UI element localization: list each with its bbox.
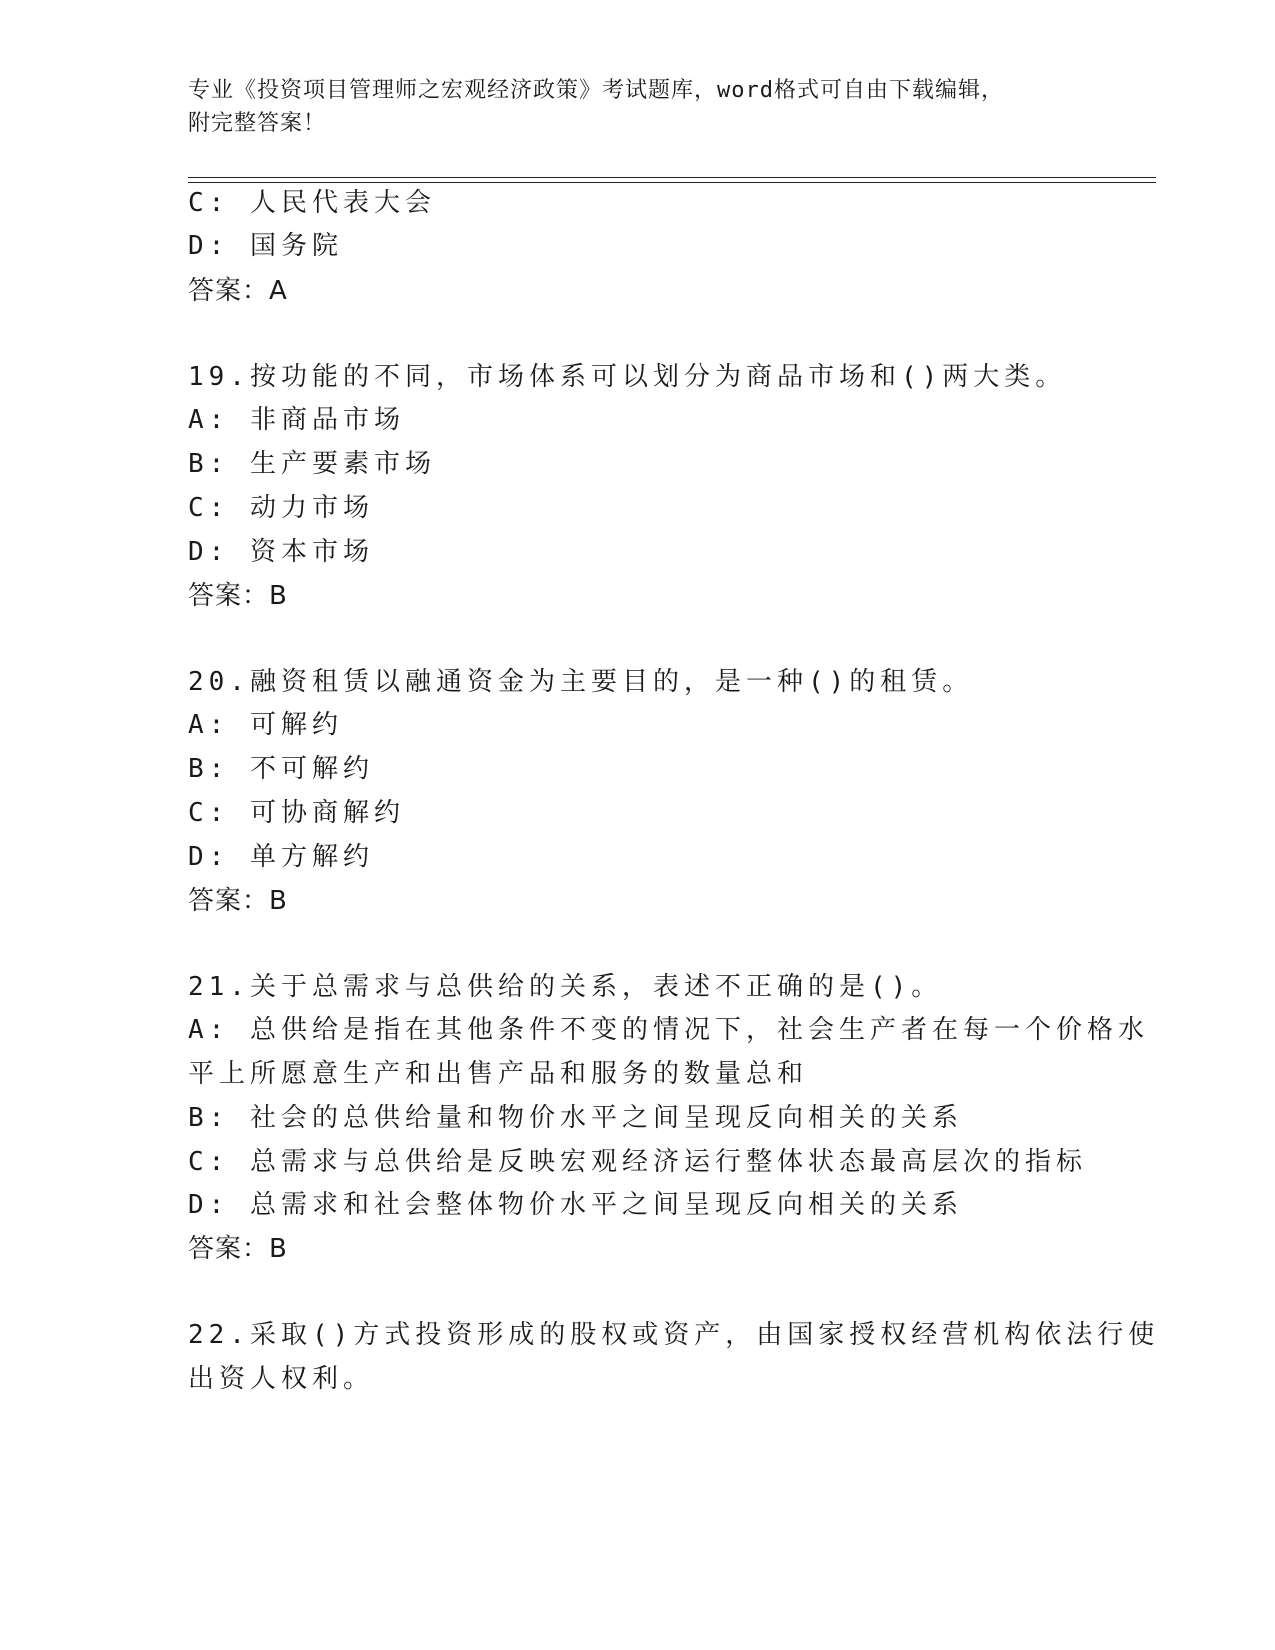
q19-stem: 19.按功能的不同，市场体系可以划分为商品市场和()两大类。 [188, 362, 1067, 392]
q21-option-a-line-2: 平上所愿意生产和出售产品和服务的数量总和 [188, 1059, 809, 1089]
q19-option-a: A: 非商品市场 [188, 405, 405, 435]
q21-option-c: C: 总需求与总供给是反映宏观经济运行整体状态最高层次的指标 [188, 1147, 1087, 1177]
q20-stem: 20.融资租赁以融通资金为主要目的，是一种()的租赁。 [188, 667, 974, 697]
q21-option-d: D: 总需求和社会整体物价水平之间呈现反向相关的关系 [188, 1190, 963, 1220]
q22-stem-line-2: 出资人权利。 [188, 1364, 375, 1394]
header-line-2: 附完整答案！ [188, 111, 327, 136]
q20-answer: 答案：B [188, 886, 288, 916]
q19-option-c: C: 动力市场 [188, 493, 374, 523]
q20-option-b: B: 不可解约 [188, 754, 374, 784]
q18-option-c: C: 人民代表大会 [188, 188, 436, 218]
q19-option-d: D: 资本市场 [188, 537, 374, 567]
q22-stem-line-1: 22.采取()方式投资形成的股权或资产，由国家授权经营机构依法行使 [188, 1320, 1160, 1350]
q19-option-b: B: 生产要素市场 [188, 449, 436, 479]
document-header [188, 74, 1088, 140]
q20-option-c: C: 可协商解约 [188, 798, 405, 828]
q21-option-a-line-1: A: 总供给是指在其他条件不变的情况下，社会生产者在每一个价格水 [188, 1015, 1149, 1045]
header-line-1: 专业《投资项目管理师之宏观经济政策》考试题库，word格式可自由下载编辑， [188, 78, 1004, 103]
q20-option-a: A: 可解约 [188, 710, 343, 740]
q21-option-b: B: 社会的总供给量和物价水平之间呈现反向相关的关系 [188, 1103, 963, 1133]
header-divider-bottom [188, 182, 1156, 183]
q21-stem: 21.关于总需求与总供给的关系，表述不正确的是()。 [188, 972, 943, 1002]
q19-answer: 答案：B [188, 581, 288, 611]
q20-option-d: D: 单方解约 [188, 842, 374, 872]
q21-answer: 答案：B [188, 1234, 288, 1264]
header-divider-top [188, 177, 1156, 178]
q18-answer: 答案：A [188, 276, 288, 306]
q18-option-d: D: 国务院 [188, 231, 343, 261]
